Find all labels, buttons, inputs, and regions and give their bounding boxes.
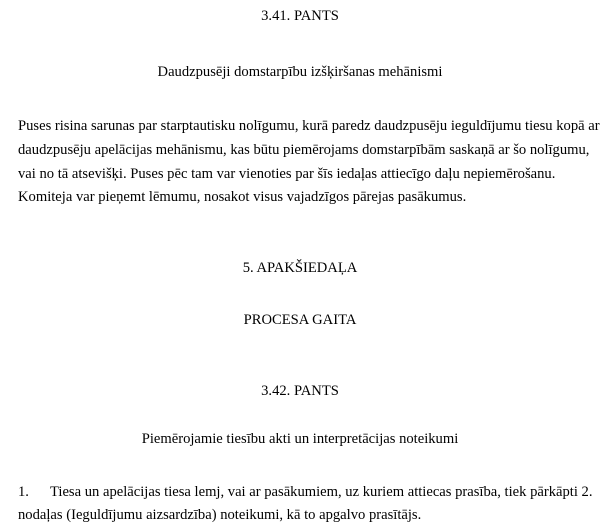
- paragraph-line: Puses risina sarunas par starptautisku nolīgumu, kurā paredz daudzpusēju ieguldījumu tiesu kopā ar: [18, 118, 600, 134]
- item-line: nodaļas (Ieguldījumu aizsardzība) noteikumi, kā to apgalvo prasītājs.: [18, 507, 422, 523]
- paragraph-line: Komiteja var pieņemt lēmumu, nosakot visus vajadzīgos pārejas pasākumus.: [18, 189, 467, 205]
- subsection-title: PROCESA GAITA: [243, 312, 357, 328]
- paragraph-line: daudzpusēju apelācijas mehānismu, kas būtu piemērojams domstarpībām saskaņā ar šo nolīgumu,: [18, 142, 590, 158]
- subsection-label: 5. APAKŠIEDAĻA: [242, 260, 358, 276]
- item-number: 1.: [18, 484, 29, 500]
- item-line: Tiesa un apelācijas tiesa lemj, vai ar pasākumiem, uz kuriem attiecas prasība, tiek pārkāpti 2.: [50, 484, 593, 500]
- article-heading: 3.42. PANTS: [261, 383, 339, 399]
- article-title: Piemērojamie tiesību akti un interpretācijas noteikumi: [141, 431, 459, 447]
- article-title: Daudzpusēji domstarpību izšķiršanas mehānismi: [157, 64, 443, 80]
- article-heading: 3.41. PANTS: [261, 8, 339, 24]
- paragraph-line: vai no tā atsevišķi. Puses pēc tam var vienoties par šīs iedaļas attiecīgo daļu nepiemērošanu.: [18, 166, 556, 182]
